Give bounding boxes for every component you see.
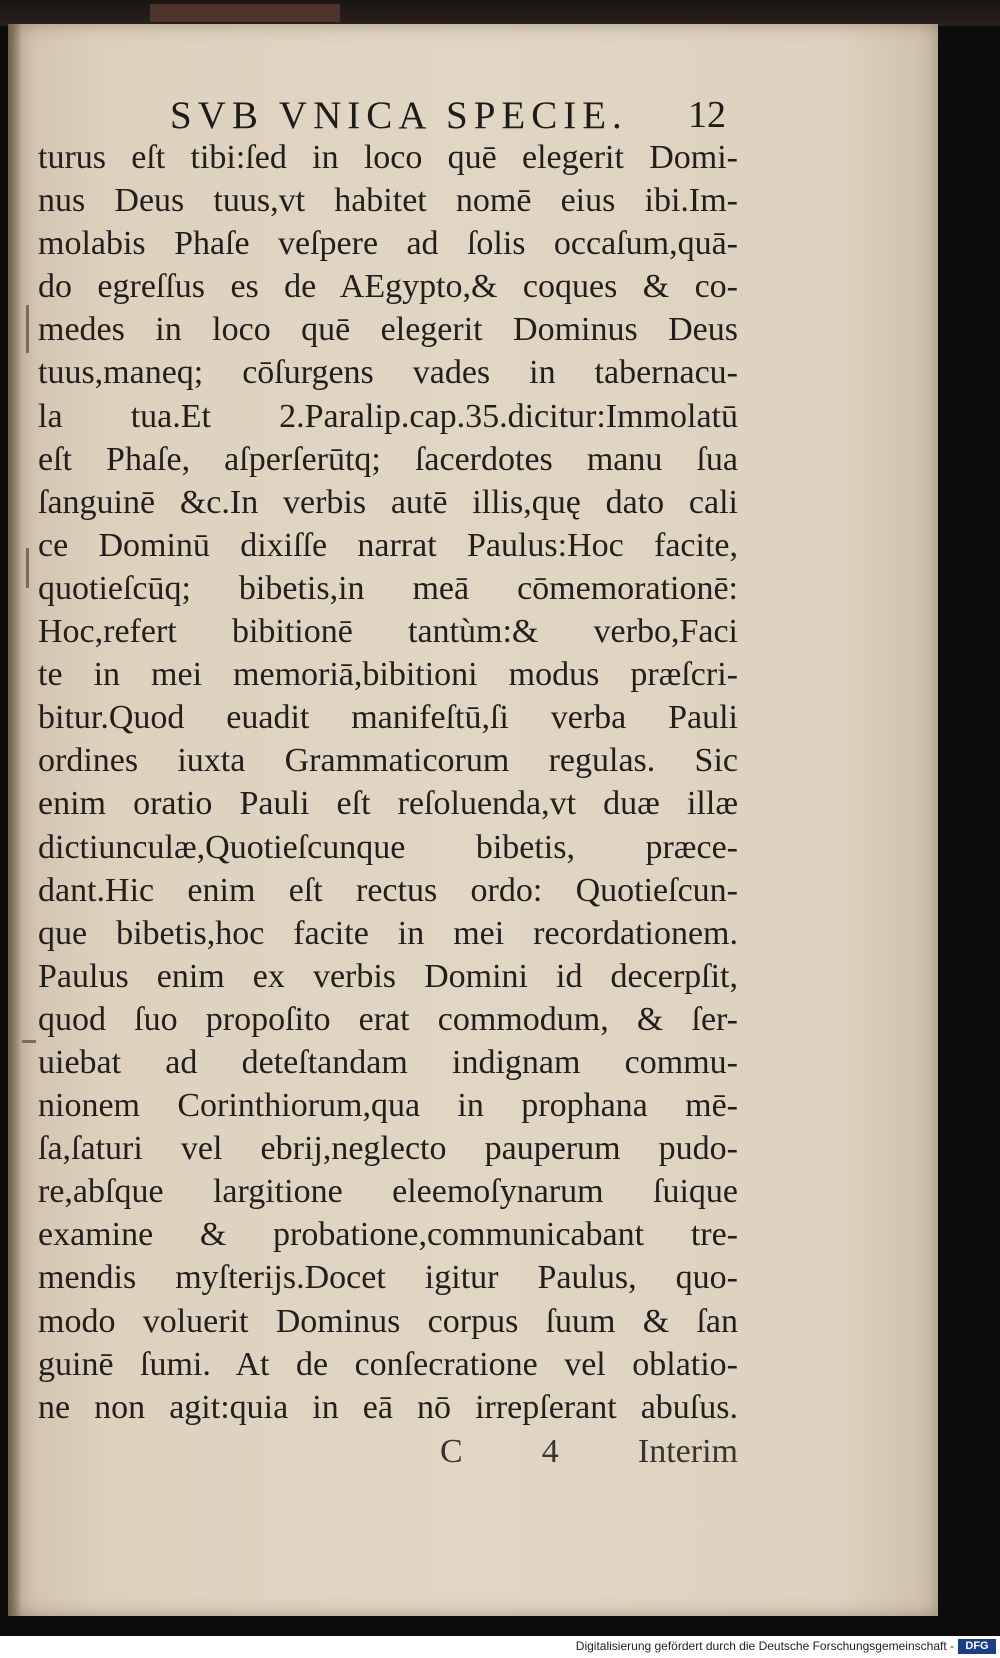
text-line: ſa,ſaturi vel ebrij,neglecto pauperum pudo- [38, 1130, 738, 1168]
text-line: do egreſſus es de AEgypto,& coques & co- [38, 268, 738, 306]
text-line: ne non agit:quia in eā nō irrepſerant abuſus. [38, 1388, 738, 1426]
running-head: SVB VNICA SPECIE. [170, 94, 628, 137]
funding-credit: Digitalisierung gefördert durch die Deutsche Forschungsgemeinschaft - [575, 1639, 954, 1653]
text-line: nus Deus tuus,vt habitet nomē eius ibi.Im- [38, 182, 738, 220]
text-line: eſt Phaſe, aſperſerūtq; ſacerdotes manu ſua [38, 440, 738, 478]
catchline [440, 1430, 738, 1474]
page-gutter-shadow [8, 24, 22, 1616]
top-scan-edge [0, 0, 1000, 26]
text-line: tuus,maneq; cōſurgens vades in tabernacu- [38, 354, 738, 392]
text-line: re,abſque largitione eleemoſynarum ſuique [38, 1173, 738, 1211]
scan-clip-mark [150, 4, 340, 22]
text-line: dant.Hic enim eſt rectus ordo: Quotieſcun- [38, 871, 738, 909]
text-line: ce Dominū dixiſſe narrat Paulus:Hoc facite, [38, 526, 738, 564]
text-line: dictiunculæ,Quotieſcunque bibetis, præce- [38, 828, 738, 866]
margin-mark [22, 1040, 36, 1043]
margin-mark [26, 548, 29, 588]
signature-mark: C [440, 1433, 463, 1470]
text-line: Hoc,refert bibitionē tantùm:& verbo,Faci [38, 613, 738, 651]
body-text [38, 136, 738, 1429]
signature-number: 4 [541, 1433, 559, 1470]
text-line: la tua.Et 2.Paralip.cap.35.dicitur:Immolatū [38, 397, 738, 435]
text-line: medes in loco quē elegerit Dominus Deus [38, 311, 738, 349]
text-line: enim oratio Pauli eſt reſoluenda,vt duæ illæ [38, 785, 738, 823]
text-line: ſanguinē &c.In verbis autē illis,quę dato cali [38, 483, 738, 521]
text-line: ordines iuxta Grammaticorum regulas. Sic [38, 742, 738, 780]
text-line: modo voluerit Dominus corpus ſuum & ſan [38, 1302, 738, 1340]
text-line: molabis Phaſe veſpere ad ſolis occaſum,quā- [38, 225, 738, 263]
margin-mark [26, 305, 29, 353]
text-line: bitur.Quod euadit manifeſtū,ſi verba Pauli [38, 699, 738, 737]
text-line: uiebat ad deteſtandam indignam commu- [38, 1043, 738, 1081]
text-line: quod ſuo propoſito erat commodum, & ſer- [38, 1000, 738, 1038]
dfg-logo: DFG [958, 1639, 996, 1654]
text-line: mendis myſterijs.Docet igitur Paulus, quo- [38, 1259, 738, 1297]
text-line: guinē ſumi. At de conſecratione vel oblatio- [38, 1345, 738, 1383]
text-line: te in mei memoriā,bibitioni modus præſcri- [38, 656, 738, 694]
text-line: quotieſcūq; bibetis,in meā cōmemorationē: [38, 569, 738, 607]
text-line: Paulus enim ex verbis Domini id decerpſit, [38, 957, 738, 995]
page-number: 12 [688, 94, 726, 136]
text-line: que bibetis,hoc facite in mei recordationem. [38, 914, 738, 952]
catchword: Interim [637, 1433, 738, 1470]
text-line: examine & probatione,communicabant tre- [38, 1216, 738, 1254]
text-line: turus eſt tibi:ſed in loco quē elegerit Domi- [38, 139, 738, 176]
text-line: nionem Corinthiorum,qua in prophana mē- [38, 1087, 738, 1125]
